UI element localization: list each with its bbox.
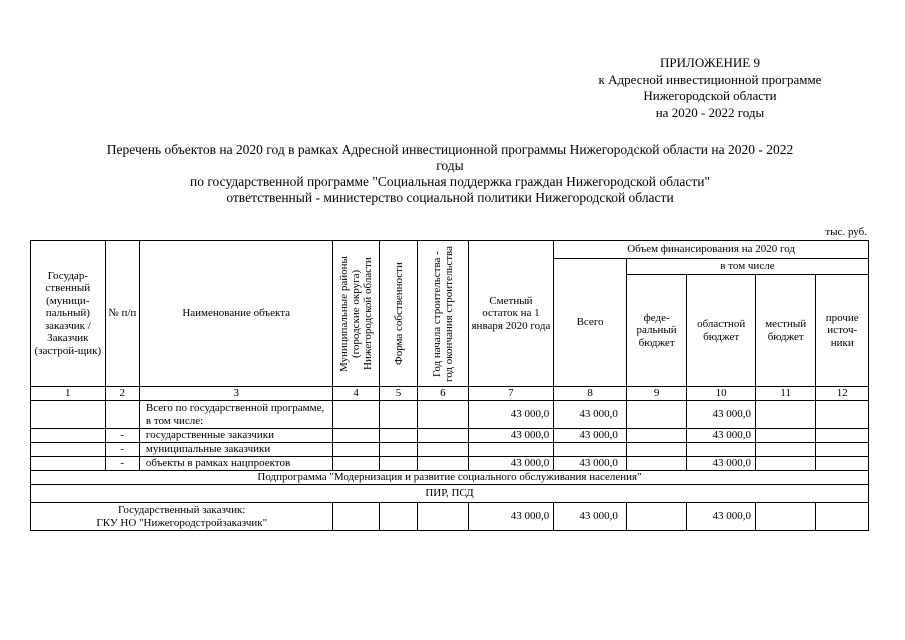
header-total: Всего xyxy=(554,259,627,387)
appendix-line-3: Нижегородской области xyxy=(643,88,777,103)
row-name: муниципальные заказчики xyxy=(139,443,333,457)
header-including: в том числе xyxy=(626,259,868,275)
column-number: 7 xyxy=(468,387,554,401)
header-other: прочие источ-ники xyxy=(816,275,869,387)
column-number: 11 xyxy=(755,387,816,401)
row-estimate: 43 000,0 xyxy=(468,429,554,443)
customer-row xyxy=(31,503,869,531)
row-estimate: 43 000,0 xyxy=(468,457,554,471)
column-number: 6 xyxy=(418,387,468,401)
table-row xyxy=(31,443,869,457)
row-regional: 43 000,0 xyxy=(687,429,756,443)
row-total xyxy=(554,443,627,457)
customer-total: 43 000,0 xyxy=(554,503,627,531)
appendix-header xyxy=(560,55,860,121)
appendix-line-2: к Адресной инвестиционной программе xyxy=(598,71,822,87)
customer-label: Государственный заказчик: xyxy=(118,504,246,516)
row-total: 43 000,0 xyxy=(554,457,627,471)
row-number: - xyxy=(105,429,139,443)
column-number: 9 xyxy=(626,387,687,401)
row-estimate xyxy=(468,443,554,457)
column-number: 10 xyxy=(687,387,756,401)
row-estimate: 43 000,0 xyxy=(468,401,554,429)
header-customer: Государ-ственный (муници-пальный) заказчик / Заказчик (застрой-щик) xyxy=(31,241,106,387)
units-label: тыс. руб. xyxy=(825,226,867,238)
header-number: № п/п xyxy=(105,241,139,387)
section-title: ПИР, ПСД xyxy=(31,485,869,503)
column-number: 8 xyxy=(554,387,627,401)
header-federal: феде-ральный бюджет xyxy=(626,275,687,387)
row-regional xyxy=(687,443,756,457)
appendix-line-4: на 2020 - 2022 годы xyxy=(655,104,765,120)
row-number xyxy=(105,401,139,429)
title-line-2: годы xyxy=(436,158,464,173)
document-title xyxy=(30,142,870,206)
header-municipal-cell xyxy=(333,241,379,387)
title-line-1: Перечень объектов на 2020 год в рамках Адресной инвестиционной программы Нижегородской области на 2020 - 2022 xyxy=(106,142,794,157)
column-number: 2 xyxy=(105,387,139,401)
row-total: 43 000,0 xyxy=(554,429,627,443)
header-years-cell xyxy=(418,241,468,387)
title-line-3: по государственной программе "Социальная поддержка граждан Нижегородской области" xyxy=(190,174,710,189)
header-ownership-cell xyxy=(379,241,417,387)
header-financing: Объем финансирования на 2020 год xyxy=(554,241,869,259)
row-number: - xyxy=(105,457,139,471)
table-row xyxy=(31,401,869,429)
row-number: - xyxy=(105,443,139,457)
subprogram-title: Подпрограмма "Модернизация и развитие социального обслуживания населения" xyxy=(31,471,869,485)
row-regional: 43 000,0 xyxy=(687,401,756,429)
column-number: 12 xyxy=(816,387,869,401)
header-municipal: Муниципальные районы (городские округа) Нижегородской области xyxy=(338,255,375,372)
customer-name: ГКУ НО "Нижегородстройзаказчик" xyxy=(96,516,268,529)
customer-estimate: 43 000,0 xyxy=(468,503,554,531)
column-numbers-row xyxy=(31,387,869,401)
column-number: 1 xyxy=(31,387,106,401)
column-number: 5 xyxy=(379,387,417,401)
row-name: объекты в рамках нацпроектов xyxy=(139,457,333,471)
row-name: Всего по государственной программе, в том числе: xyxy=(139,401,333,429)
title-line-4: ответственный - министерство социальной политики Нижегородской области xyxy=(226,190,674,205)
header-regional: областной бюджет xyxy=(687,275,756,387)
table-row xyxy=(31,429,869,443)
header-ownership: Форма собственности xyxy=(392,262,405,365)
objects-table xyxy=(30,240,869,531)
column-number: 4 xyxy=(333,387,379,401)
row-name: государственные заказчики xyxy=(139,429,333,443)
header-years: Год начала строительства - год окончания строительства xyxy=(430,245,455,382)
table-row xyxy=(31,457,869,471)
appendix-line-1: ПРИЛОЖЕНИЕ 9 xyxy=(660,55,760,70)
header-local: местный бюджет xyxy=(755,275,816,387)
row-regional: 43 000,0 xyxy=(687,457,756,471)
header-name: Наименование объекта xyxy=(139,241,333,387)
row-total: 43 000,0 xyxy=(554,401,627,429)
column-number: 3 xyxy=(139,387,333,401)
customer-cell xyxy=(31,503,333,531)
header-estimate: Сметный остаток на 1 января 2020 года xyxy=(468,241,554,387)
customer-regional: 43 000,0 xyxy=(687,503,756,531)
